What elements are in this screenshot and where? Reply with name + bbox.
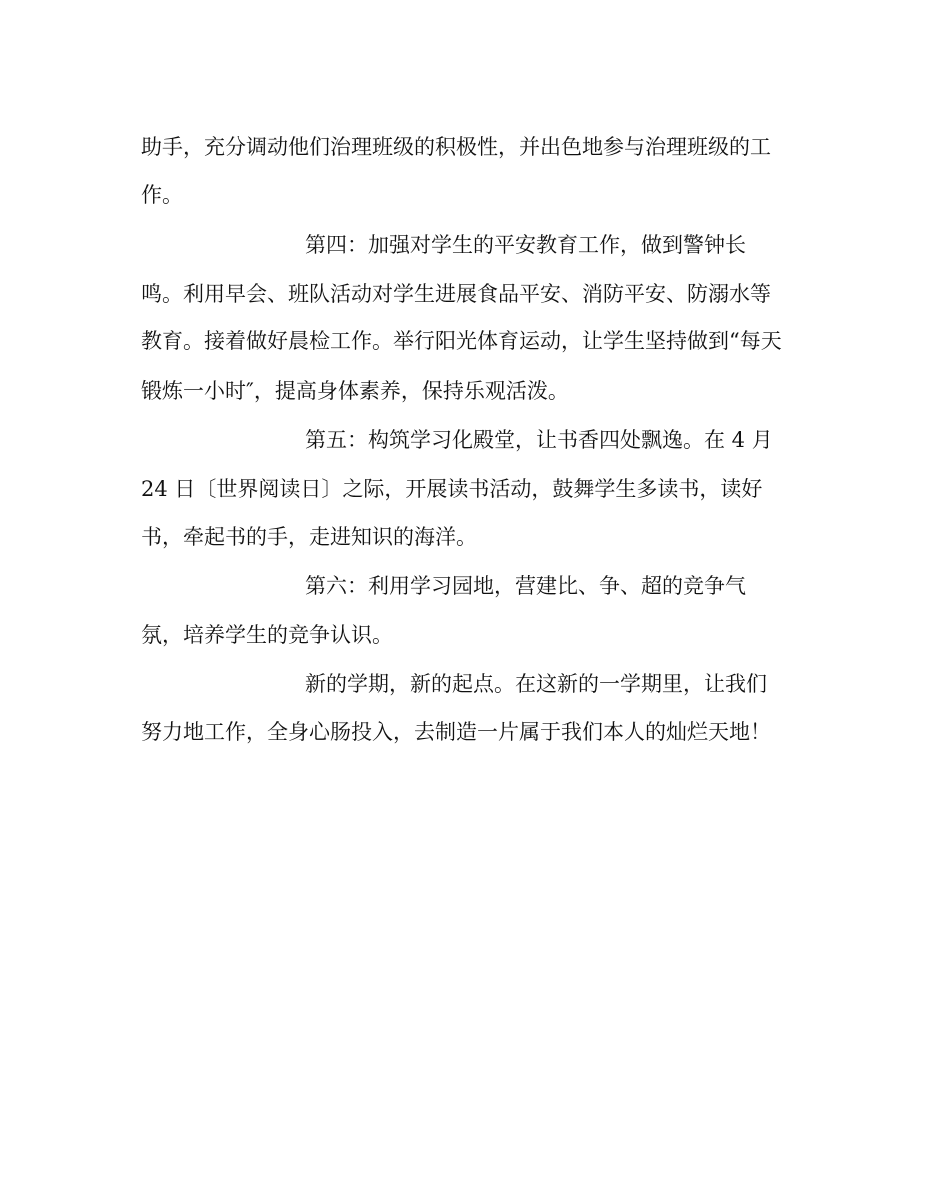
paragraph-5-line-1: 新的学期，新的起点。在这新的一学期里，让我们 [305,672,767,696]
paragraph-2-line-4: 锻炼一小时″，提高身体素养，保持乐观活泼。 [141,379,569,403]
paragraph-1-line-1: 助手，充分调动他们治理班级的积极性，并出色地参与治理班级的工 [141,135,771,159]
paragraph-3-line-1: 第五：构筑学习化殿堂，让书香四处飘逸。在 4 月 [305,428,773,452]
paragraph-2-line-1: 第四：加强对学生的平安教育工作，做到警钟长 [305,233,746,257]
paragraph-1-line-2: 作。 [141,183,183,207]
paragraph-4-line-1: 第六：利用学习园地，营建比、争、超的竞争气 [305,574,746,598]
paragraph-5-line-2: 努力地工作，全身心肠投入，去制造一片属于我们本人的灿烂天地！ [141,720,771,744]
paragraph-4-line-2: 氛，培养学生的竞争认识。 [141,623,393,647]
paragraph-3-line-3: 书，牵起书的手，走进知识的海洋。 [141,525,477,549]
paragraph-2-line-2: 鸣。利用早会、班队活动对学生进展食品平安、消防平安、防溺水等 [141,282,771,306]
paragraph-3-line-2: 24 日〔世界阅读日〕之际，开展读书活动，鼓舞学生多读书，读好 [141,477,763,501]
paragraph-2-line-3: 教育。接着做好晨检工作。举行阳光体育运动，让学生坚持做到“每天 [141,329,782,353]
